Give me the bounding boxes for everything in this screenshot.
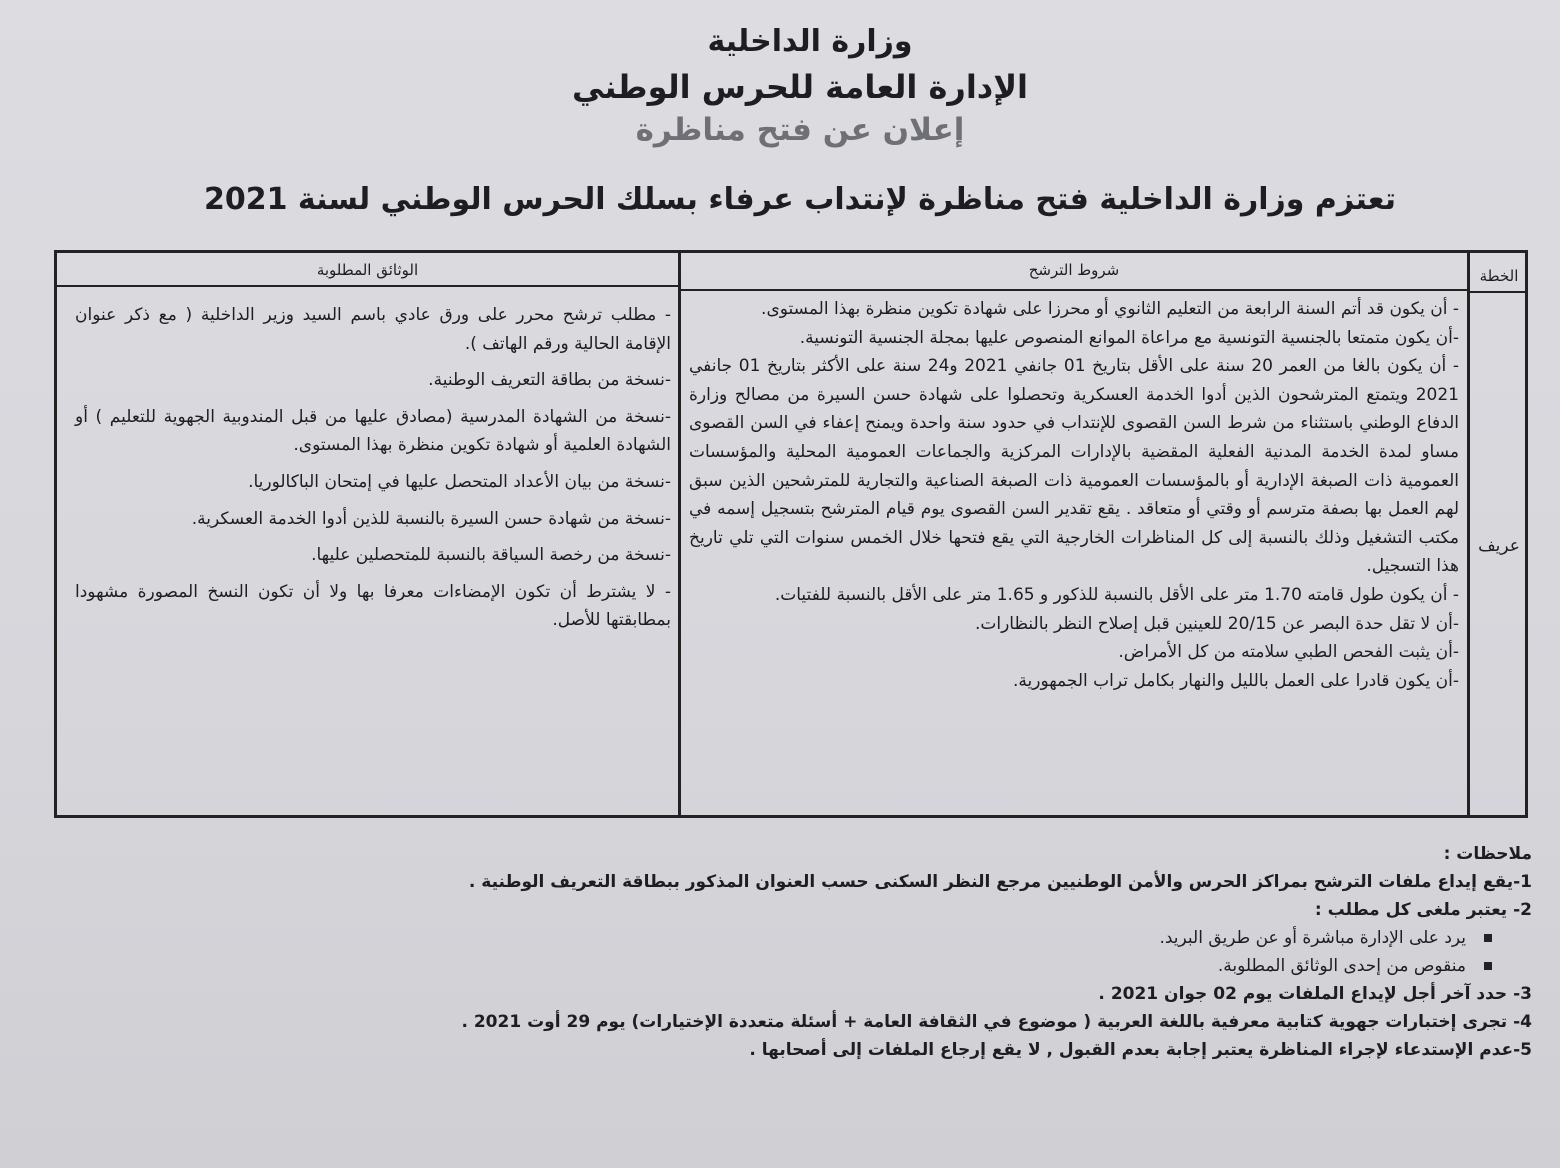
conditions-table: [54, 250, 1528, 818]
document-item: -نسخة من رخصة السياقة بالنسبة للمتحصلين عليها.: [311, 545, 671, 566]
header-conditions: شروط الترشح: [1028, 261, 1120, 279]
condition-item: -أن يثبت الفحص الطبي سلامته من كل الأمراض.: [1118, 642, 1459, 663]
column-divider: [678, 253, 681, 815]
document-item: - مطلب ترشح محرر على ورق عادي باسم السيد وزير الداخلية ( مع ذكر عنوان الإقامة الحالية ورقم الهاتف ).: [75, 305, 671, 354]
document-item: -نسخة من الشهادة المدرسية (مصادق عليها من قبل المندوبية الجهوية للتعليم ) أو الشهادة العلمية أو شهادة تكوين منظرة بهذا المستوى.: [75, 406, 671, 456]
ministry-title: وزارة الداخلية: [707, 24, 913, 59]
notes-title: ملاحظات :: [1443, 844, 1532, 864]
announcement-title: إعلان عن فتح مناظرة: [635, 112, 965, 148]
intro-heading: تعتزم وزارة الداخلية فتح مناظرة لإنتداب عرفاء بسلك الحرس الوطني لسنة 2021: [203, 182, 1396, 217]
bullet-icon: [1484, 962, 1492, 970]
header-rule: [57, 285, 678, 287]
header-documents: الوثائق المطلوبة: [316, 261, 419, 279]
condition-item: - أن يكون طول قامته 1.70 متر على الأقل بالنسبة للذكور و 1.65 متر على الأقل بالنسبة للفتيات.: [774, 584, 1459, 605]
header-rule: [1470, 291, 1528, 293]
note-subitem-text: يرد على الإدارة مباشرة أو عن طريق البريد.: [1159, 928, 1466, 948]
note-item: 3- حدد آخر أجل لإيداع الملفات يوم 02 جوان 2021 .: [1098, 984, 1532, 1004]
note-subitem: [32, 924, 1532, 952]
bullet-icon: [1484, 934, 1492, 942]
document-item: -نسخة من بطاقة التعريف الوطنية.: [428, 370, 671, 391]
document-item: -نسخة من بيان الأعداد المتحصل عليها في إمتحان الباكالوريا.: [248, 471, 671, 492]
condition-item: -أن يكون متمتعا بالجنسية التونسية مع مراعاة الموانع المنصوص عليها بمجلة الجنسية التونسية.: [799, 327, 1459, 348]
condition-item: - أن يكون قد أتم السنة الرابعة من التعليم الثانوي أو محرزا على شهادة تكوين منظرة بهذا المستوى.: [761, 299, 1459, 319]
document-item: -نسخة من شهادة حسن السيرة بالنسبة للذين أدوا الخدمة العسكرية.: [191, 508, 671, 529]
condition-item: -أن لا تقل حدة البصر عن 20/15 للعينين قبل إصلاح النظر بالنظارات.: [974, 613, 1459, 634]
document-item: - لا يشترط أن تكون الإمضاءات معرفا بها ولا أن تكون النسخ المصورة مشهودا بمطابقتها للأصل.: [75, 581, 671, 631]
condition-item: -أن يكون قادرا على العمل بالليل والنهار بكامل تراب الجمهورية.: [1012, 670, 1459, 691]
note-subitem-text: منقوص من إحدى الوثائق المطلوبة.: [1217, 956, 1466, 976]
column-divider: [1467, 253, 1470, 815]
condition-item: - أن يكون بالغا من العمر 20 سنة على الأقل بتاريخ 01 جانفي 2021 و24 سنة على الأكثر بتاريخ 01 جانفي 2021 ويتمتع المترشحون الذين أدوا الخدمة العسكرية وتحصلوا على شهادة حسن السيرة من مصالح وزارة الدفاع الوطني باستثناء من شرط السن القصوى للإنتداب في حدود سنة واحدة ويمنح إعفاء في السن القصوى مساو لمدة الخدمة المدنية الفعلية المقضية بالإدارات المركزية والجماعات العمومية المحلية والمؤسسات العمومية ذات الصبغة الإدارية أو بالمؤسسات العمومية ذات الصبغة الصناعية والتجارية للمترشحين الذين سبق لهم العمل بها بصفة مترسم أو وقتي أو متعاقد . يقع تقدير السن القصوى يوم قيام المترشح بتسجيل إسمه في مكتب التشغيل وذلك بالنسبة إلى كل المناظرات الخارجية التي يقع فتحها خلال الخمس سنوات التي تلي تاريخ هذا التسجيل.: [689, 356, 1459, 577]
documents-list: [75, 301, 671, 635]
note-item: 5-عدم الإستدعاء لإجراء المناظرة يعتبر إجابة بعدم القبول , لا يقع إرجاع الملفات إلى أصحابها .: [749, 1040, 1532, 1060]
rank-cell: عريف: [1478, 536, 1520, 556]
note-item: 2- يعتبر ملغى كل مطلب :: [1314, 900, 1532, 920]
header-rule: [681, 289, 1467, 291]
notes-section: [32, 840, 1532, 1064]
directorate-title: الإدارة العامة للحرس الوطني: [571, 68, 1029, 106]
note-item: 1-يقع إيداع ملفات الترشح بمراكز الحرس والأمن الوطنيين مرجع النظر السكنى حسب العنوان المذكور ببطاقة التعريف الوطنية .: [468, 872, 1532, 892]
note-subitem: [32, 952, 1532, 980]
conditions-list: [689, 295, 1459, 695]
header-rank: الخطة: [1479, 267, 1519, 285]
note-item: 4- تجرى إختبارات جهوية كتابية معرفية باللغة العربية ( موضوع في الثقافة العامة + أسئلة متعددة الإختيارات) يوم 29 أوت 2021 .: [461, 1012, 1532, 1032]
